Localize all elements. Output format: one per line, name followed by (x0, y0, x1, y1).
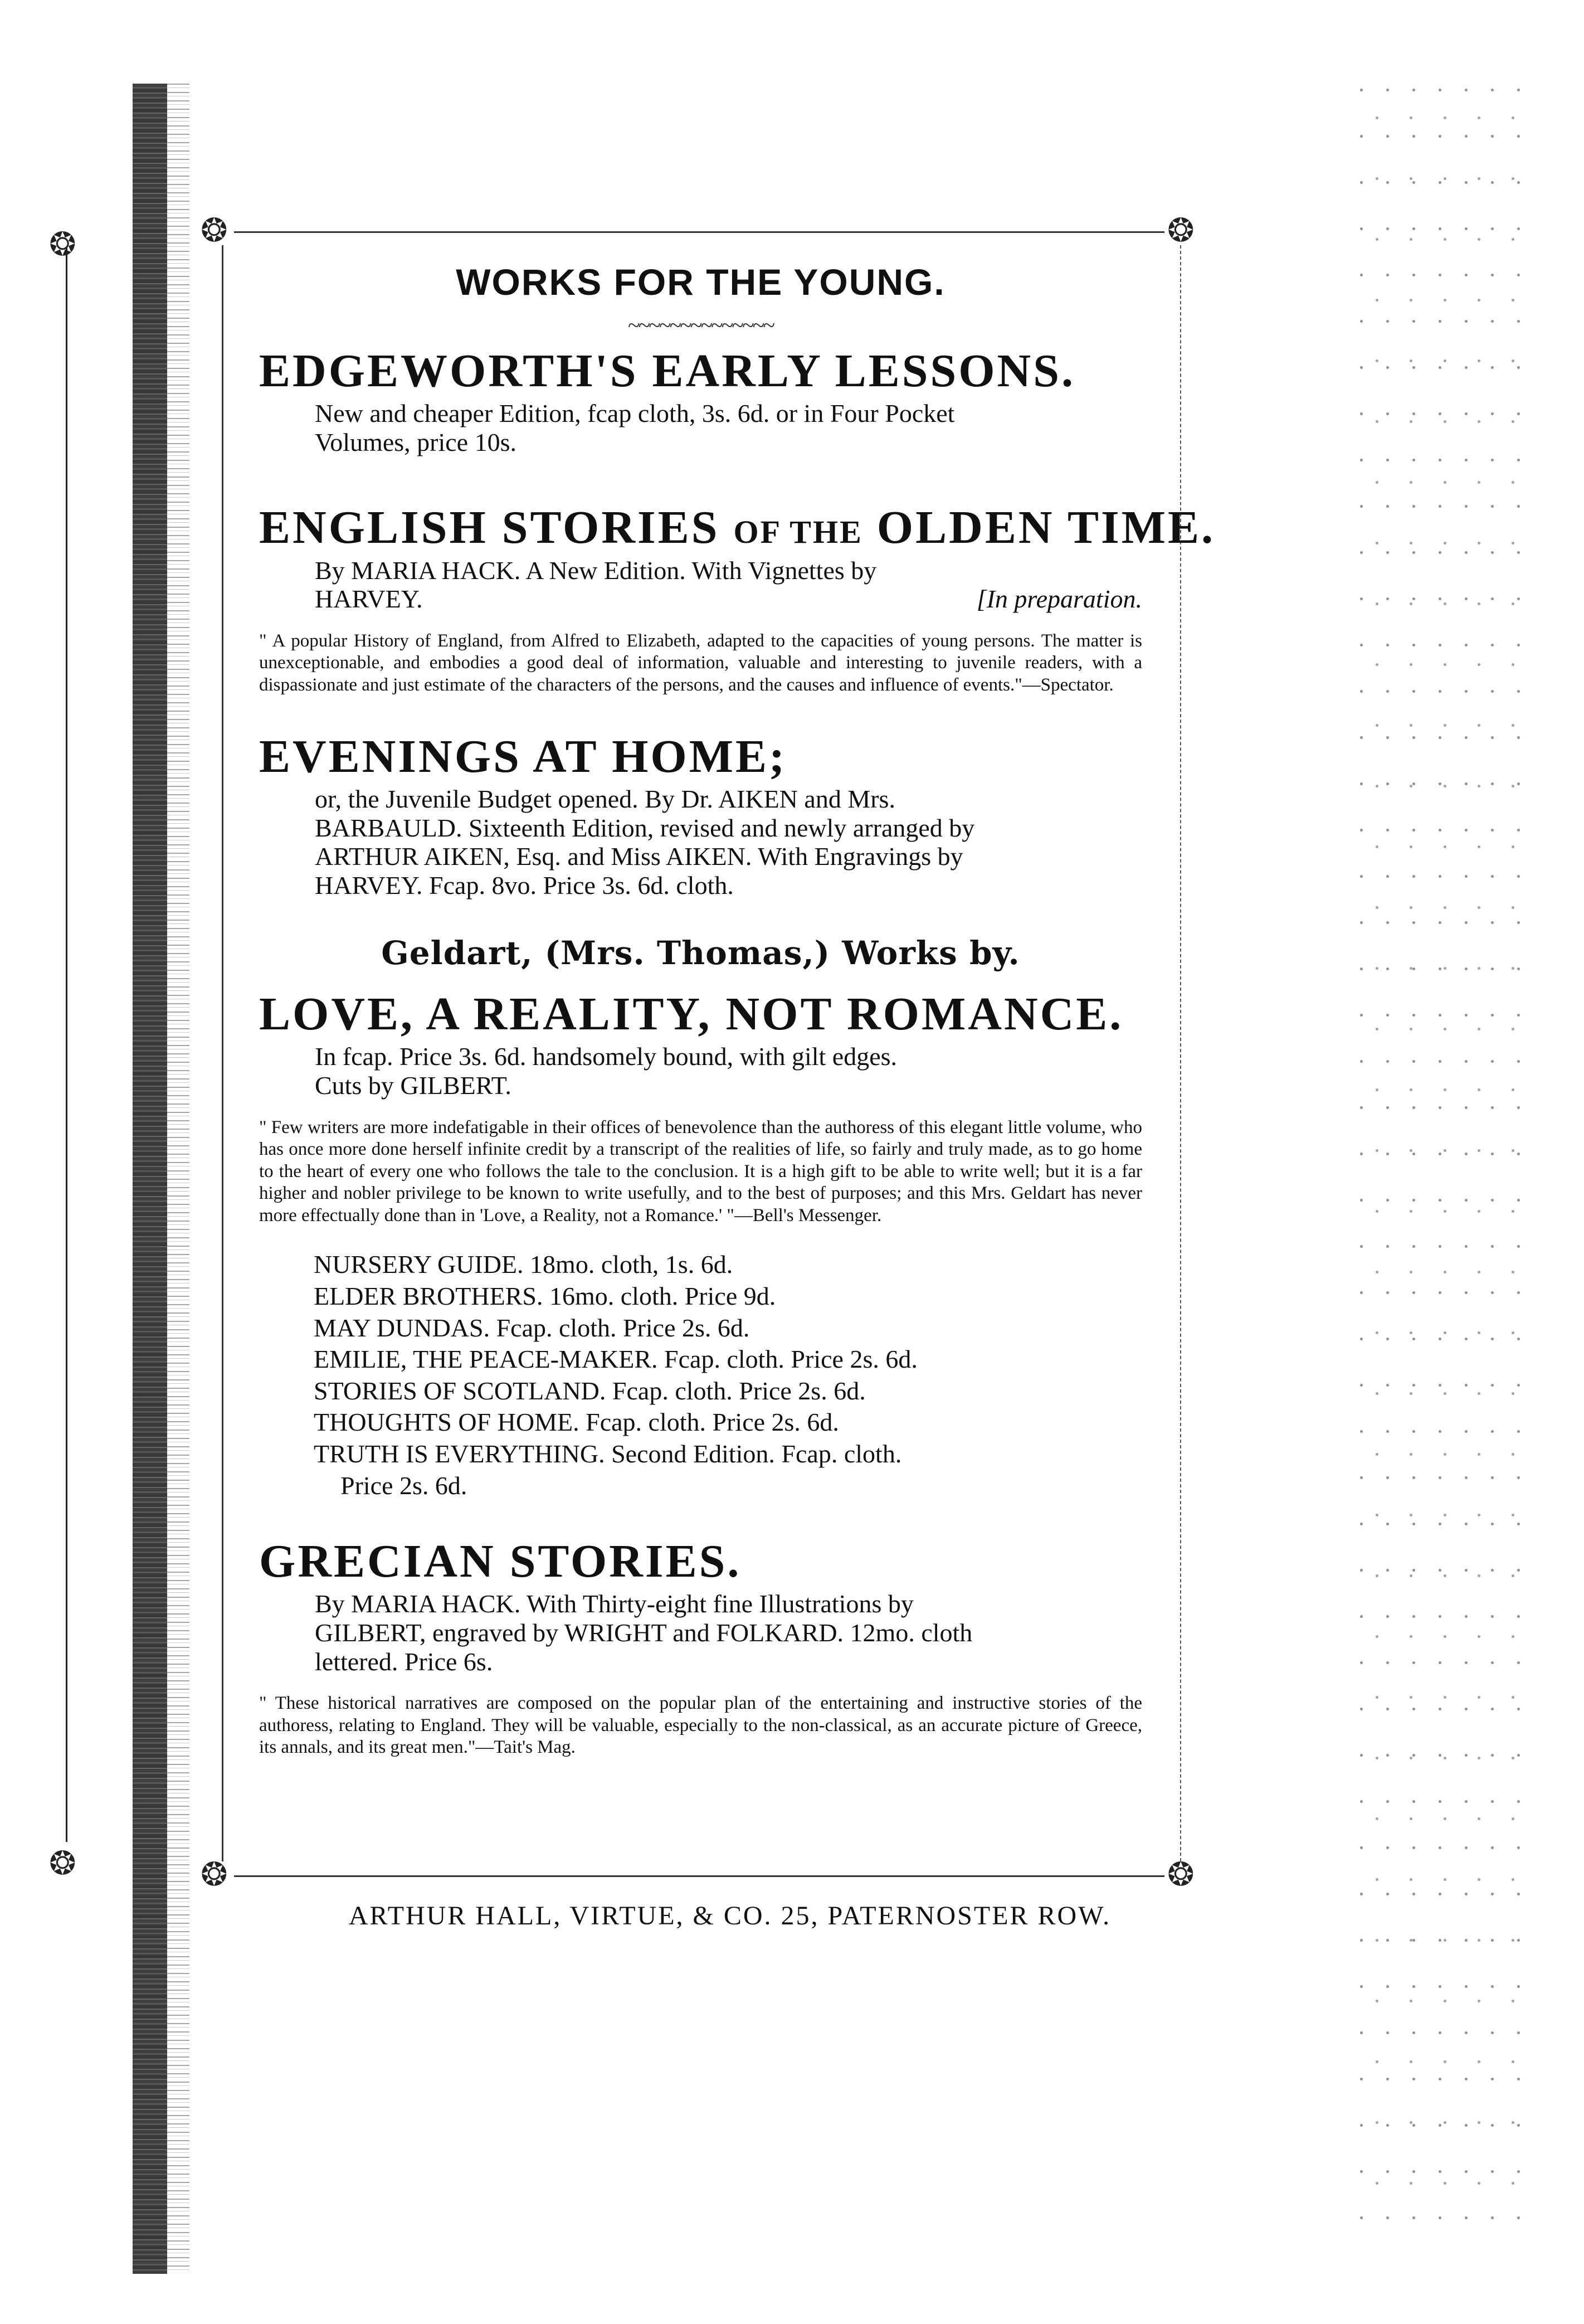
book-detail (315, 785, 1142, 900)
title-part: OF THE (733, 514, 863, 551)
book-title: LOVE, A REALITY, NOT ROMANCE. (259, 988, 1124, 1041)
detail-line: ARTHUR AIKEN, Esq. and Miss AIKEN. With Engravings by (315, 842, 963, 871)
book-title: EDGEWORTH'S EARLY LESSONS. (259, 345, 1075, 397)
title-part: OLDEN TIME. (876, 502, 1216, 554)
spine-speckle (167, 84, 189, 2274)
review-quote: " Few writers are more indefatigable in their offices of benevolence than the authoress of this elegant little volume, who has once more done herself infinite credit by a transcript of the realities of life, so fairly and truly made, as to go home to the heart of every one who follows the tale to the conclusion. It is a high gift to be able to write well; but it is a far higher and nobler privilege to be known to write usefully, and to the best of purposes; and this Mrs. Geldart has never more effectually done than in 'Love, a Reality, not a Romance.' "—Bell's Messenger. (259, 1117, 1142, 1226)
divider-squiggle: ~~~~~~~~~~~~~~ (628, 313, 773, 338)
frame-ornament-top-left: ❂ (201, 212, 228, 249)
page-specks (1348, 67, 1527, 2240)
book-evenings-at-home (259, 731, 1142, 900)
margin-bracket (66, 248, 67, 1842)
book-spine-shadow (133, 84, 167, 2274)
detail-line: By MARIA HACK. A New Edition. With Vignettes by (315, 556, 877, 585)
margin-ornament-top: ❂ (49, 226, 76, 262)
author-heading: Geldart, (Mrs. Thomas,) Works by. (381, 934, 1020, 973)
geldart-book-list (314, 1249, 1142, 1501)
frame-ornament-bottom-right: ❂ (1167, 1856, 1195, 1893)
detail-line: BARBAULD. Sixteenth Edition, revised and newly arranged by (315, 813, 975, 842)
book-detail (315, 1042, 1142, 1100)
list-item: STORIES OF SCOTLAND. Fcap. cloth. Price 2s. 6d. (314, 1376, 866, 1405)
detail-line: lettered. Price 6s. (315, 1647, 493, 1676)
book-detail (315, 399, 1142, 456)
detail-line: HARVEY. (315, 585, 423, 614)
list-item: NURSERY GUIDE. 18mo. cloth, 1s. 6d. (314, 1250, 733, 1279)
title-part: ENGLISH STORIES (259, 502, 720, 554)
book-english-stories (259, 502, 1216, 696)
advert-page (259, 245, 1216, 1759)
publisher-footer: ARTHUR HALL, VIRTUE, & CO. 25, PATERNOSTER ROW. (348, 1901, 1112, 1931)
book-detail (315, 1589, 1142, 1676)
frame-ornament-top-right: ❂ (1167, 212, 1195, 249)
page-header: WORKS FOR THE YOUNG. (456, 261, 945, 303)
book-edgeworth (259, 346, 1142, 456)
frame-rule-left (222, 245, 223, 1861)
book-title: EVENINGS AT HOME; (259, 730, 787, 782)
detail-row (315, 585, 1142, 614)
detail-line: HARVEY. Fcap. 8vo. Price 3s. 6d. cloth. (315, 871, 734, 900)
detail-line: New and cheaper Edition, fcap cloth, 3s. 6d. or in Four Pocket (315, 399, 955, 428)
margin-ornament-bottom: ❂ (49, 1845, 76, 1881)
list-item: EMILIE, THE PEACE-MAKER. Fcap. cloth. Price 2s. 6d. (314, 1345, 918, 1374)
book-title: GRECIAN STORIES. (259, 1535, 742, 1588)
review-quote: " A popular History of England, from Alfred to Elizabeth, adapted to the capacities of young persons. The matter is unexceptionable, and embodies a good deal of information, valuable and interesting to juvenile readers, with a dispassionate and just estimate of the characters of the persons, and the causes and influence of events."—Spectator. (259, 630, 1142, 696)
detail-line: GILBERT, engraved by WRIGHT and FOLKARD. 12mo. cloth (315, 1618, 973, 1647)
review-quote: " These historical narratives are composed on the popular plan of the entertaining and instructive stories of the authoress, relating to England. They will be valuable, especially to the non-classical, as an accurate picture of Greece, its annals, and its great men."—Tait's Mag. (259, 1693, 1142, 1758)
preparation-note: [In preparation. (976, 585, 1142, 614)
book-detail (315, 556, 1142, 614)
detail-line: or, the Juvenile Budget opened. By Dr. AIKEN and Mrs. (315, 785, 895, 814)
detail-line: Volumes, price 10s. (315, 427, 517, 456)
detail-line: By MARIA HACK. With Thirty-eight fine Illustrations by (315, 1589, 914, 1618)
list-item: THOUGHTS OF HOME. Fcap. cloth. Price 2s. 6d. (314, 1408, 839, 1437)
book-grecian-stories (259, 1536, 1142, 1759)
list-item: Price 2s. 6d. (340, 1471, 467, 1500)
frame-ornament-bottom-left: ❂ (201, 1856, 228, 1893)
frame-rule-top (234, 231, 1164, 233)
frame-rule-bottom (234, 1875, 1164, 1877)
list-item: TRUTH IS EVERYTHING. Second Edition. Fcap. cloth. (314, 1439, 902, 1468)
list-item: MAY DUNDAS. Fcap. cloth. Price 2s. 6d. (314, 1313, 750, 1342)
book-love-a-reality (259, 989, 1142, 1501)
frame-rule-right (1180, 245, 1181, 1861)
detail-line: Cuts by GILBERT. (315, 1071, 511, 1100)
detail-line: In fcap. Price 3s. 6d. handsomely bound, with gilt edges. (315, 1042, 898, 1071)
list-item: ELDER BROTHERS. 16mo. cloth. Price 9d. (314, 1282, 776, 1311)
book-title (259, 502, 1216, 554)
